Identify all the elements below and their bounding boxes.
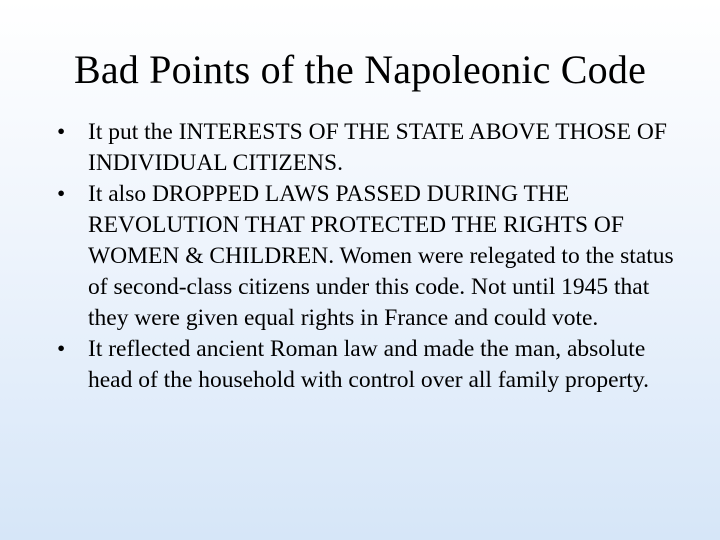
bullet-marker: •	[57, 181, 66, 207]
slide-title: Bad Points of the Napoleonic Code	[73, 47, 647, 92]
bullet-text: It reflected ancient Roman law and made the man, absolute head of the household with control over all family property.	[88, 336, 650, 393]
bullet-text: It also DROPPED LAWS PASSED DURING THE REVOLUTION THAT PROTECTED THE RIGHTS OF WOMEN & CHILDREN. Women were relegated to the status of second-class citizens under this code. Not until 1945 that they were given equal rights in France and could vote.	[88, 181, 674, 331]
bullet-marker: •	[57, 336, 66, 362]
bullet-marker: •	[57, 119, 66, 145]
bullet-item	[55, 334, 685, 396]
bullet-list	[55, 117, 685, 396]
bullet-item	[55, 179, 685, 334]
bullet-text: It put the INTERESTS OF THE STATE ABOVE THOSE OF INDIVIDUAL CITIZENS.	[88, 119, 667, 176]
bullet-item	[55, 117, 685, 179]
